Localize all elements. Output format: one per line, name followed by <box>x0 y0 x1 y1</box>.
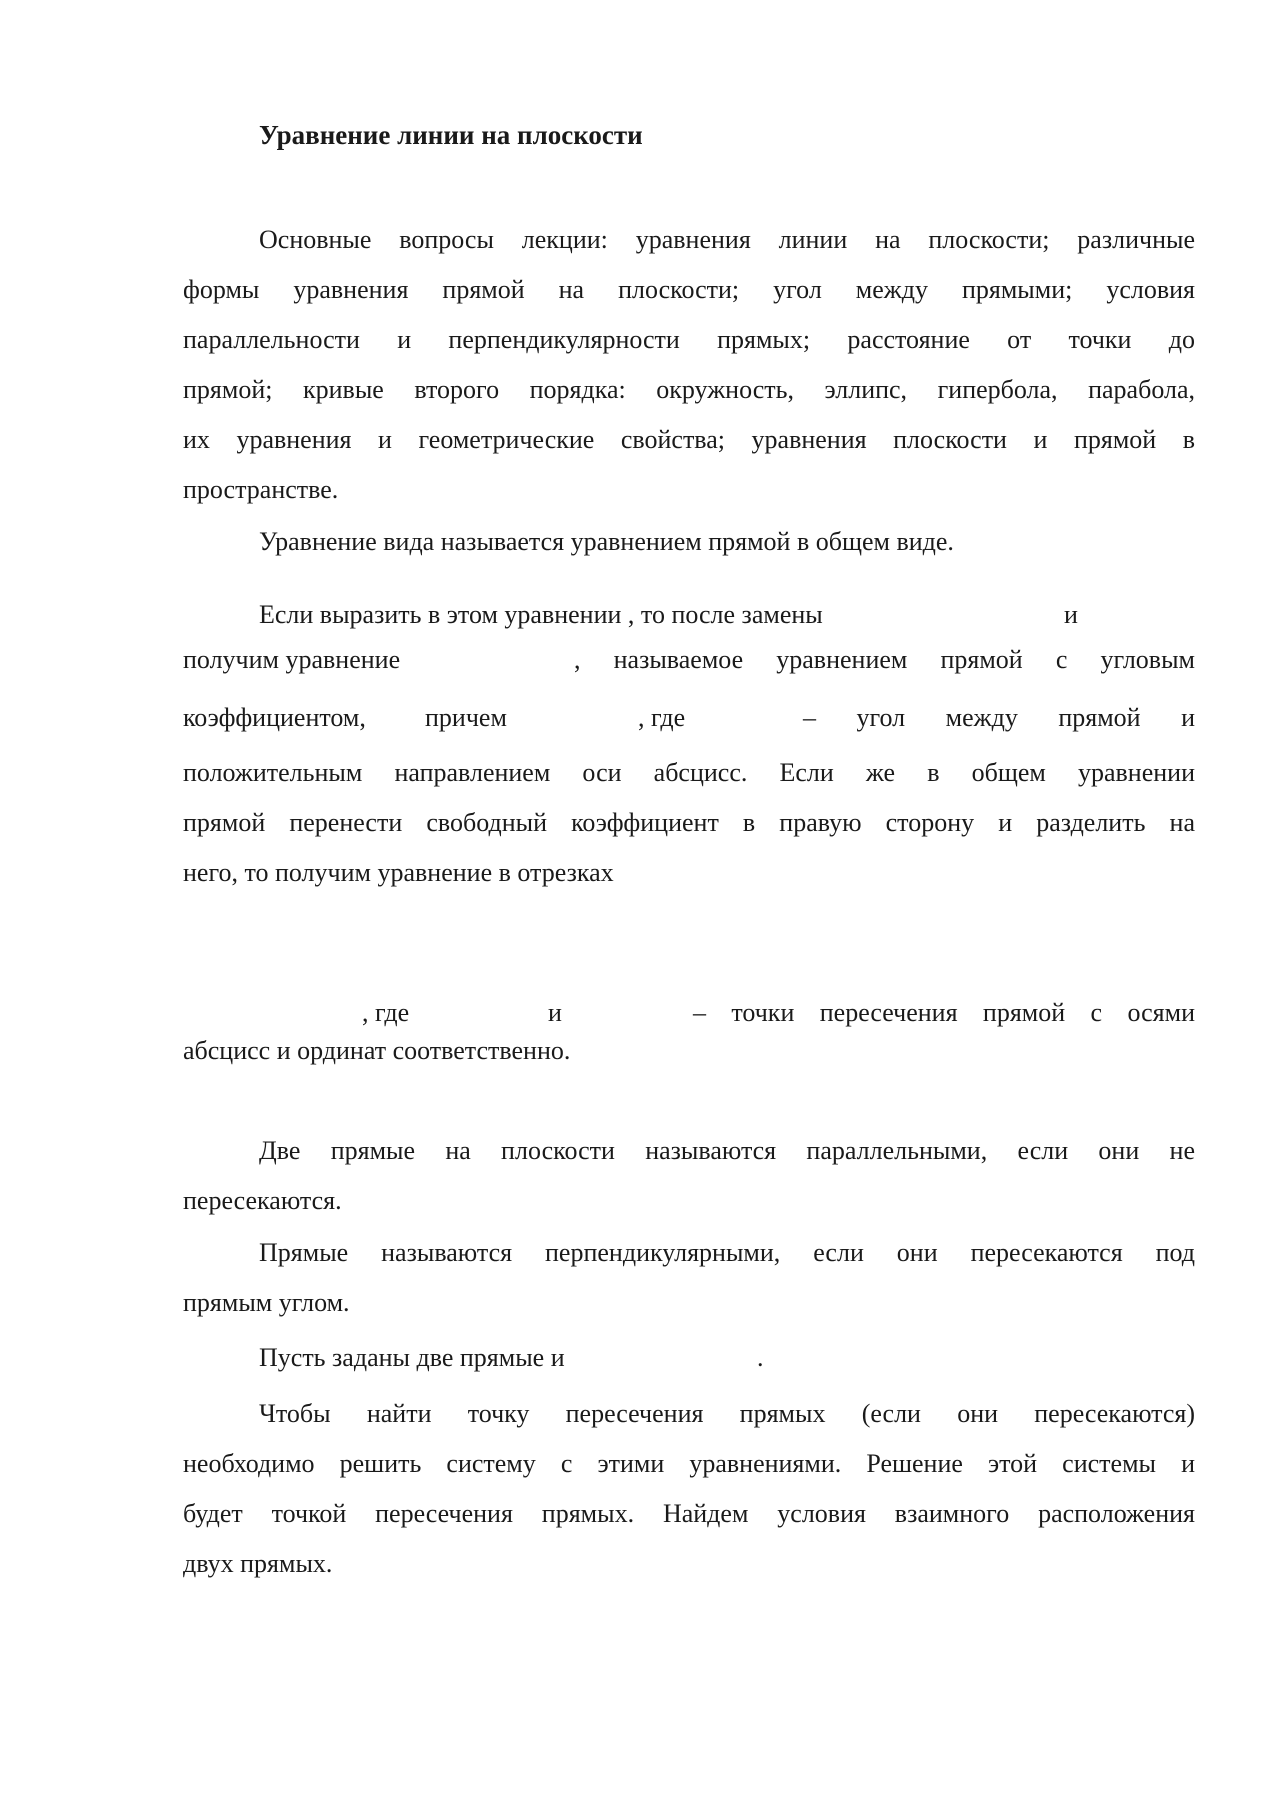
p3-line-3b: причем <box>425 703 507 732</box>
p3-line-3d: – угол между прямой и <box>803 703 1195 732</box>
p3-line-5: прямой перенести свободный коэффициент в правую сторону и разделить на <box>183 808 1195 837</box>
p8-line-4: двух прямых. <box>183 1549 333 1578</box>
p8-line-3: будет точкой пересечения прямых. Найдем условия взаимного расположения <box>183 1499 1195 1528</box>
p4-line-2: абсцисс и ординат соответственно. <box>183 1036 571 1065</box>
p4-line-1b: и <box>548 998 562 1027</box>
p1-line-5: их уравнения и геометрические свойства; уравнения плоскости и прямой в <box>183 425 1195 454</box>
p3-line-6: него, то получим уравнение в отрезках <box>183 858 614 887</box>
p5-line-1: Две прямые на плоскости называются параллельными, если они не <box>259 1136 1195 1165</box>
p3-line-4: положительным направлением оси абсцисс. Если же в общем уравнении <box>183 758 1195 787</box>
p8-line-2: необходимо решить систему с этими уравнениями. Решение этой системы и <box>183 1449 1195 1478</box>
p1-line-3: параллельности и перпендикулярности прямых; расстояние от точки до <box>183 325 1195 354</box>
p1-line-1: Основные вопросы лекции: уравнения линии на плоскости; различные <box>259 225 1195 254</box>
p6-line-1: Прямые называются перпендикулярными, если они пересекаются под <box>259 1238 1195 1267</box>
p8-line-1: Чтобы найти точку пересечения прямых (если они пересекаются) <box>259 1399 1195 1428</box>
p3-line-2b: , называемое уравнением прямой с угловым <box>574 645 1195 674</box>
p3-line-3c: , где <box>638 703 686 732</box>
p7-line-a: Пусть заданы две прямые и <box>259 1343 565 1372</box>
p3-line-1a: Если выразить в этом уравнении , то после замены <box>259 600 823 629</box>
p3-line-2a: получим уравнение <box>183 645 401 674</box>
p3-line-1b: и <box>1064 600 1078 629</box>
p1-line-2: формы уравнения прямой на плоскости; угол между прямыми; условия <box>183 275 1195 304</box>
p5-line-2: пересекаются. <box>183 1186 342 1215</box>
document-title: Уравнение линии на плоскости <box>259 120 643 150</box>
p1-line-4: прямой; кривые второго порядка: окружность, эллипс, гипербола, парабола, <box>183 375 1195 404</box>
p7-line-b: . <box>757 1343 764 1372</box>
p4-line-1a: , где <box>362 998 410 1027</box>
p1-line-6: пространстве. <box>183 475 339 504</box>
p2-line: Уравнение вида называется уравнением прямой в общем виде. <box>259 527 954 556</box>
p3-line-3a: коэффициентом, <box>183 703 366 732</box>
p6-line-2: прямым углом. <box>183 1288 350 1317</box>
p4-line-1c: – точки пересечения прямой с осями <box>693 998 1195 1027</box>
